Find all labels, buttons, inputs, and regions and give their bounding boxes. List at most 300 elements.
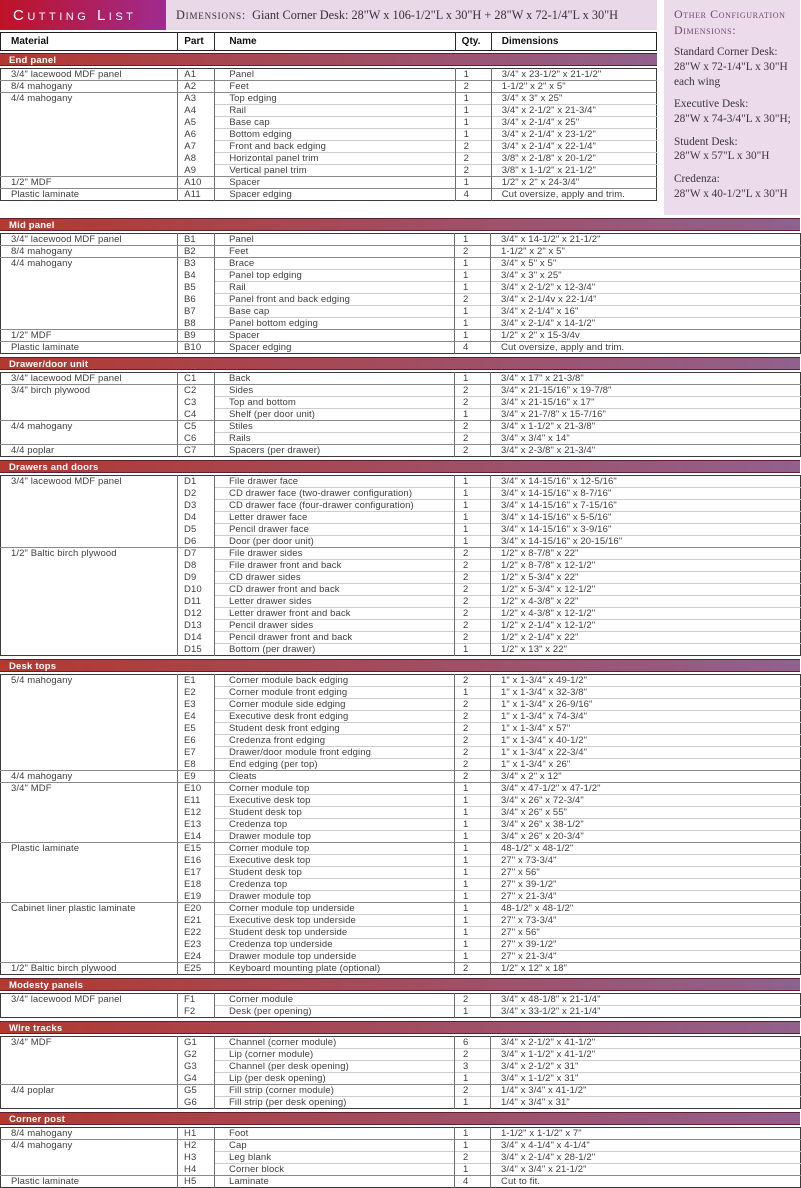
dims-cell: 3/4" x 3/4" x 14" xyxy=(491,433,801,445)
qty-cell: 1 xyxy=(455,476,491,488)
sidebar-entry xyxy=(674,172,791,201)
qty-cell: 1 xyxy=(455,855,491,867)
dims-cell: 1" x 1-3/4" x 40-1/2" xyxy=(491,735,801,747)
dims-cell: Cut oversize, apply and trim. xyxy=(491,189,656,201)
name-cell: Panel top edging xyxy=(215,270,455,282)
dims-cell: 1-1/2" x 2" x 5" xyxy=(491,81,656,93)
name-cell: Spacers (per drawer) xyxy=(215,445,455,457)
dims-cell: 1/2" x 4-3/8" x 22" xyxy=(491,596,801,608)
material-cell: 5/4 mahogany xyxy=(11,675,73,687)
part-cell: B9 xyxy=(178,330,215,342)
material-cell: 8/4 mahogany xyxy=(11,1128,73,1140)
dims-cell: 3/4" x 2-3/8" x 21-3/4" xyxy=(491,445,801,457)
part-cell: G6 xyxy=(178,1097,215,1109)
table-row xyxy=(1,951,801,963)
table-row xyxy=(1,867,801,879)
dims-cell: 1-1/2" x 2" x 5" xyxy=(491,246,801,258)
qty-cell: 4 xyxy=(455,189,491,201)
dims-cell: 27" x 39-1/2" xyxy=(491,939,801,951)
material-cell: 3/4" lacewood MDF panel xyxy=(11,476,122,488)
dims-cell: 1/2" x 12" x 18" xyxy=(491,963,801,975)
material-cell xyxy=(1,855,178,867)
dims-cell: Cut to fit. xyxy=(491,1176,801,1188)
name-cell: Base cap xyxy=(215,117,455,129)
part-cell: A9 xyxy=(178,165,215,177)
dims-cell: 3/4" x 47-1/2" x 47-1/2" xyxy=(491,783,801,795)
name-cell: Letter drawer sides xyxy=(215,596,455,608)
part-cell: A8 xyxy=(178,153,215,165)
part-cell: E14 xyxy=(178,831,215,843)
material-cell xyxy=(1,141,178,153)
part-cell: B3 xyxy=(178,258,215,270)
part-cell: C3 xyxy=(178,397,215,409)
part-cell: H2 xyxy=(178,1140,215,1152)
material-cell: Plastic laminate xyxy=(1,1176,178,1188)
material-cell xyxy=(1,759,178,771)
name-cell: Corner module side edging xyxy=(215,699,455,711)
name-cell: Credenza top underside xyxy=(215,939,455,951)
name-cell: Panel front and back edging xyxy=(215,294,455,306)
dims-cell: 3/4" x 21-15/16" x 19-7/8" xyxy=(491,385,801,397)
dims-cell: 3/4" x 2-1/4" x 23-1/2" xyxy=(491,129,656,141)
cutting-table-wire-tracks xyxy=(0,1036,801,1109)
name-cell: Executive desk top underside xyxy=(215,915,455,927)
qty-cell: 2 xyxy=(455,747,491,759)
dims-cell: 3/4" x 26" x 72-3/4" xyxy=(491,795,801,807)
name-cell: Student desk top xyxy=(215,867,455,879)
section-header-wire-tracks: Wire tracks xyxy=(0,1021,800,1034)
table-row xyxy=(1,699,801,711)
material-cell xyxy=(1,282,178,294)
name-cell: Pencil drawer sides xyxy=(215,620,455,632)
dims-cell: 1/2" x 2-1/4" x 22" xyxy=(491,632,801,644)
dims-cell: 3/4" x 1-1/2" x 41-1/2" xyxy=(491,1049,801,1061)
material-cell xyxy=(1,1073,178,1085)
name-cell: Shelf (per door unit) xyxy=(215,409,455,421)
dims-cell: 27" x 56" xyxy=(491,927,801,939)
qty-cell: 1 xyxy=(455,93,491,105)
dims-cell: 3/4" x 14-15/16" x 7-15/16" xyxy=(491,500,801,512)
qty-cell: 1 xyxy=(455,1073,491,1085)
part-cell: D3 xyxy=(178,500,215,512)
qty-cell: 2 xyxy=(455,584,491,596)
name-cell: Front and back edging xyxy=(215,141,455,153)
section-drawer-door-unit xyxy=(0,357,800,457)
dims-cell: 27" x 39-1/2" xyxy=(491,879,801,891)
cutting-table-mid-panel xyxy=(0,233,801,354)
material-cell xyxy=(1,1152,178,1164)
dims-cell: 3/4" x 2-1/4" x 16" xyxy=(491,306,801,318)
material-cell: 1/2" Baltic birch plywood xyxy=(1,963,178,975)
section-wire-tracks xyxy=(0,1021,800,1109)
name-cell: Executive desk top xyxy=(215,855,455,867)
dims-cell: 48-1/2" x 48-1/2" xyxy=(491,843,801,855)
dims-cell: 1/2" x 2-1/4" x 12-1/2" xyxy=(491,620,801,632)
table-row xyxy=(1,1049,801,1061)
table-row xyxy=(1,771,801,783)
qty-cell: 1 xyxy=(455,879,491,891)
dims-cell: 1" x 1-3/4" x 57" xyxy=(491,723,801,735)
qty-cell: 2 xyxy=(455,735,491,747)
table-row xyxy=(1,282,801,294)
part-cell: D2 xyxy=(178,488,215,500)
end-panel-section-zone xyxy=(0,53,657,201)
part-cell: A2 xyxy=(178,81,215,93)
table-row xyxy=(1,759,801,771)
dims-cell: 3/4" x 48-1/8" x 21-1/4" xyxy=(491,994,801,1006)
dimensions-label: Dimensions: xyxy=(176,7,247,22)
table-row xyxy=(1,342,801,354)
cutting-table-end-panel xyxy=(0,68,657,201)
table-row xyxy=(1,1037,801,1049)
dims-cell: 3/4" x 2-1/4" x 28-1/2" xyxy=(491,1152,801,1164)
dims-cell: 3/4" x 14-1/2" x 21-1/2" xyxy=(491,234,801,246)
dims-cell: Cut oversize, apply and trim. xyxy=(491,342,801,354)
qty-cell: 1 xyxy=(455,117,491,129)
column-header-row xyxy=(0,32,657,51)
qty-cell: 2 xyxy=(455,141,491,153)
dims-cell: 3/4" x 23-1/2" x 21-1/2" xyxy=(491,69,656,81)
part-cell: E21 xyxy=(178,915,215,927)
material-cell xyxy=(1,270,178,282)
cutting-table-drawer-door-unit xyxy=(0,372,801,457)
config-dims: 28"W x 40-1/2"L x 30"H xyxy=(674,187,788,200)
name-cell: Stiles xyxy=(215,421,455,433)
qty-cell: 1 xyxy=(455,373,491,385)
name-cell: Student desk top underside xyxy=(215,927,455,939)
qty-cell: 1 xyxy=(455,831,491,843)
qty-cell: 1 xyxy=(455,69,491,81)
name-cell: Credenza top xyxy=(215,819,455,831)
material-cell: 4/4 mahogany xyxy=(1,421,178,433)
material-cell: 8/4 mahogany xyxy=(1,246,178,258)
dims-cell: 3/4" x 2-1/2" x 41-1/2" xyxy=(491,1037,801,1049)
part-cell: A7 xyxy=(178,141,215,153)
sidebar-entry xyxy=(674,45,791,89)
qty-cell: 2 xyxy=(455,385,491,397)
name-cell: Student desk top xyxy=(215,807,455,819)
part-cell: H4 xyxy=(178,1164,215,1176)
dims-cell: 3/4" x 2-1/2" x 21-3/4" xyxy=(491,105,656,117)
qty-cell: 2 xyxy=(455,572,491,584)
table-zone xyxy=(0,0,657,215)
qty-cell: 1 xyxy=(455,306,491,318)
material-cell: 3/4" birch plywood xyxy=(1,385,178,397)
section-modesty-panels xyxy=(0,978,800,1018)
column-header-qty: Qty. xyxy=(455,33,491,51)
name-cell: CD drawer front and back xyxy=(215,584,455,596)
name-cell: Door (per door unit) xyxy=(215,536,455,548)
material-cell xyxy=(1,632,178,644)
cutting-table-desk-tops xyxy=(0,674,801,975)
name-cell: File drawer sides xyxy=(215,548,455,560)
dims-cell: 27" x 56" xyxy=(491,867,801,879)
table-row xyxy=(1,488,801,500)
qty-cell: 2 xyxy=(455,397,491,409)
part-cell: A1 xyxy=(178,69,215,81)
part-cell: B4 xyxy=(178,270,215,282)
dims-cell: 3/4" x 2-1/4" x 25" xyxy=(491,117,656,129)
dims-cell: 1/2" x 13" x 22" xyxy=(491,644,801,656)
material-cell xyxy=(1,831,178,843)
part-cell: D7 xyxy=(178,548,215,560)
dims-cell: 1/2" x 8-7/8" x 12-1/2" xyxy=(491,560,801,572)
material-cell xyxy=(1,117,178,129)
name-cell: End edging (per top) xyxy=(215,759,455,771)
qty-cell: 1 xyxy=(455,939,491,951)
qty-cell: 1 xyxy=(455,687,491,699)
qty-cell: 1 xyxy=(455,177,491,189)
material-cell xyxy=(1,735,178,747)
material-cell: 4/4 mahogany xyxy=(1,258,178,270)
part-cell: D11 xyxy=(178,596,215,608)
qty-cell: 6 xyxy=(455,1037,491,1049)
material-cell xyxy=(1,397,178,409)
material-cell xyxy=(1,1006,178,1018)
dims-cell: 27" x 73-3/4" xyxy=(491,915,801,927)
dims-cell: 3/4" x 3" x 25" xyxy=(491,93,656,105)
dims-cell: 1" x 1-3/4" x 32-3/8" xyxy=(491,687,801,699)
section-header-end-panel: End panel xyxy=(0,53,657,66)
material-cell xyxy=(1,129,178,141)
table-row xyxy=(1,620,801,632)
material-cell xyxy=(1,1049,178,1061)
section-desk-tops xyxy=(0,659,800,975)
dims-cell: 3/4" x 3/4" x 21-1/2" xyxy=(491,1164,801,1176)
qty-cell: 2 xyxy=(455,596,491,608)
qty-cell: 1 xyxy=(455,1097,491,1109)
name-cell: Bottom edging xyxy=(215,129,455,141)
name-cell: Spacer edging xyxy=(215,342,455,354)
qty-cell: 1 xyxy=(455,330,491,342)
part-cell: E19 xyxy=(178,891,215,903)
part-cell: F1 xyxy=(178,994,215,1006)
table-row xyxy=(1,385,801,397)
name-cell: Drawer module top xyxy=(215,891,455,903)
section-corner-post xyxy=(0,1112,800,1188)
table-row xyxy=(1,879,801,891)
qty-cell: 1 xyxy=(455,105,491,117)
qty-cell: 1 xyxy=(455,488,491,500)
qty-cell: 4 xyxy=(455,1176,491,1188)
name-cell: File drawer front and back xyxy=(215,560,455,572)
name-cell: Drawer module top xyxy=(215,831,455,843)
part-cell: H1 xyxy=(178,1128,215,1140)
table-row xyxy=(1,632,801,644)
name-cell: Pencil drawer front and back xyxy=(215,632,455,644)
config-dims: 28"W x 72-1/4"L x 30"H each wing xyxy=(674,60,788,88)
table-row xyxy=(1,318,801,330)
material-cell xyxy=(1,1097,178,1109)
table-row xyxy=(1,524,801,536)
part-cell: A10 xyxy=(178,177,215,189)
part-cell: G4 xyxy=(178,1073,215,1085)
table-row xyxy=(1,141,657,153)
table-row xyxy=(1,927,801,939)
material-cell: 1/2" Baltic birch plywood xyxy=(1,548,178,560)
material-cell xyxy=(1,891,178,903)
part-cell: D12 xyxy=(178,608,215,620)
name-cell: Executive desk front edging xyxy=(215,711,455,723)
part-cell: H3 xyxy=(178,1152,215,1164)
qty-cell: 2 xyxy=(455,165,491,177)
part-cell: G5 xyxy=(178,1085,215,1097)
part-cell: E9 xyxy=(178,771,215,783)
dims-cell: 3/4" x 5" x 5" xyxy=(491,258,801,270)
name-cell: Rail xyxy=(215,282,455,294)
qty-cell: 2 xyxy=(455,620,491,632)
qty-cell: 2 xyxy=(455,632,491,644)
name-cell: Drawer module top underside xyxy=(215,951,455,963)
qty-cell: 2 xyxy=(455,294,491,306)
dims-cell: 1" x 1-3/4" x 26-9/16" xyxy=(491,699,801,711)
part-cell: G1 xyxy=(178,1037,215,1049)
part-cell: D13 xyxy=(178,620,215,632)
column-header-dimensions: Dimensions xyxy=(491,33,656,51)
material-cell: 3/4" lacewood MDF panel xyxy=(11,373,122,385)
material-cell xyxy=(1,596,178,608)
part-cell: B5 xyxy=(178,282,215,294)
material-cell xyxy=(1,165,178,177)
material-cell xyxy=(1,723,178,735)
qty-cell: 2 xyxy=(455,153,491,165)
material-cell xyxy=(1,500,178,512)
material-cell xyxy=(1,524,178,536)
table-row xyxy=(1,831,801,843)
dims-cell: 3/4" x 1-1/2" x 31" xyxy=(491,1073,801,1085)
section-header-corner-post: Corner post xyxy=(0,1112,800,1125)
material-cell: 1/2" MDF xyxy=(1,330,178,342)
name-cell: Panel bottom edging xyxy=(215,318,455,330)
part-cell: A4 xyxy=(178,105,215,117)
material-cell xyxy=(1,711,178,723)
qty-cell: 4 xyxy=(455,342,491,354)
material-cell xyxy=(1,915,178,927)
config-name: Credenza: xyxy=(674,172,720,185)
table-row xyxy=(1,330,801,342)
table-row xyxy=(1,747,801,759)
dims-cell: 3/4" x 2-1/4v x 22-1/4" xyxy=(491,294,801,306)
dims-cell: 27" x 21-3/4" xyxy=(491,951,801,963)
name-cell: Cap xyxy=(215,1140,455,1152)
qty-cell: 2 xyxy=(455,608,491,620)
part-cell: E16 xyxy=(178,855,215,867)
part-cell: D8 xyxy=(178,560,215,572)
section-header-desk-tops: Desk tops xyxy=(0,659,800,672)
name-cell: Cleats xyxy=(215,771,455,783)
qty-cell: 1 xyxy=(455,903,491,915)
part-cell: B2 xyxy=(178,246,215,258)
qty-cell: 1 xyxy=(455,234,491,246)
material-cell xyxy=(1,153,178,165)
table-row xyxy=(1,306,801,318)
material-cell xyxy=(1,584,178,596)
qty-cell: 1 xyxy=(455,1140,491,1152)
name-cell: Rail xyxy=(215,105,455,117)
table-row xyxy=(1,105,657,117)
section-mid-panel xyxy=(0,218,800,354)
dims-cell: 3/4" x 21-15/16" x 17" xyxy=(491,397,801,409)
name-cell: Corner module top xyxy=(215,783,455,795)
part-cell: D6 xyxy=(178,536,215,548)
section-header-drawers-and-doors: Drawers and doors xyxy=(0,460,800,473)
header-banner xyxy=(0,0,657,30)
part-cell: G3 xyxy=(178,1061,215,1073)
part-cell: B10 xyxy=(178,342,215,354)
section-header-drawer-door-unit: Drawer/door unit xyxy=(0,357,800,370)
material-cell xyxy=(1,951,178,963)
dims-cell: 1/2" x 4-3/8" x 12-1/2" xyxy=(491,608,801,620)
name-cell: Pencil drawer face xyxy=(215,524,455,536)
qty-cell: 2 xyxy=(455,723,491,735)
qty-cell: 1 xyxy=(455,500,491,512)
config-name: Student Desk: xyxy=(674,135,738,148)
name-cell: Executive desk top xyxy=(215,795,455,807)
part-cell: E11 xyxy=(178,795,215,807)
name-cell: Spacer xyxy=(215,177,455,189)
qty-cell: 2 xyxy=(455,246,491,258)
qty-cell: 2 xyxy=(455,675,491,687)
part-cell: G2 xyxy=(178,1049,215,1061)
dims-cell: 1-1/2" x 1-1/2" x 7" xyxy=(491,1128,801,1140)
name-cell: Desk (per opening) xyxy=(215,1006,455,1018)
dims-cell: 1" x 1-3/4" x 22-3/4" xyxy=(491,747,801,759)
dims-cell: 3/4" x 33-1/2" x 21-1/4" xyxy=(491,1006,801,1018)
section-header-mid-panel: Mid panel xyxy=(0,218,800,231)
part-cell: C5 xyxy=(178,421,215,433)
name-cell: Fill strip (corner module) xyxy=(215,1085,455,1097)
name-cell: Back xyxy=(215,373,455,385)
table-row xyxy=(1,476,801,488)
material-cell: Plastic laminate xyxy=(1,342,178,354)
qty-cell: 1 xyxy=(455,843,491,855)
dims-cell: 3/4" x 26" x 55" xyxy=(491,807,801,819)
qty-cell: 2 xyxy=(455,445,491,457)
qty-cell: 1 xyxy=(455,409,491,421)
table-row xyxy=(1,939,801,951)
dims-cell: 3/4" x 26" x 38-1/2" xyxy=(491,819,801,831)
name-cell: Horizontal panel trim xyxy=(215,153,455,165)
table-row xyxy=(1,93,657,105)
table-row xyxy=(1,246,801,258)
material-cell xyxy=(1,747,178,759)
material-cell xyxy=(1,572,178,584)
name-cell: Corner module xyxy=(215,994,455,1006)
table-row xyxy=(1,915,801,927)
sidebar-entry xyxy=(674,135,791,164)
table-row xyxy=(1,117,657,129)
qty-cell: 2 xyxy=(455,759,491,771)
dims-cell: 3/4" x 2-1/4" x 22-1/4" xyxy=(491,141,656,153)
material-cell: 3/4" MDF xyxy=(1,783,178,795)
material-cell xyxy=(1,512,178,524)
part-cell: E1 xyxy=(178,675,215,687)
qty-cell: 2 xyxy=(455,771,491,783)
table-row xyxy=(1,258,801,270)
config-name: Standard Corner Desk: xyxy=(674,46,778,59)
table-row xyxy=(1,433,801,445)
material-cell: 8/4 mahogany xyxy=(1,81,178,93)
part-cell: E13 xyxy=(178,819,215,831)
table-row xyxy=(1,1164,801,1176)
table-row xyxy=(1,1152,801,1164)
part-cell: H5 xyxy=(178,1176,215,1188)
name-cell: File drawer face xyxy=(215,476,455,488)
name-cell: Keyboard mounting plate (optional) xyxy=(215,963,455,975)
qty-cell: 1 xyxy=(455,524,491,536)
qty-cell: 2 xyxy=(455,421,491,433)
dims-cell: 3/4" x 17" x 21-3/8" xyxy=(491,373,801,385)
